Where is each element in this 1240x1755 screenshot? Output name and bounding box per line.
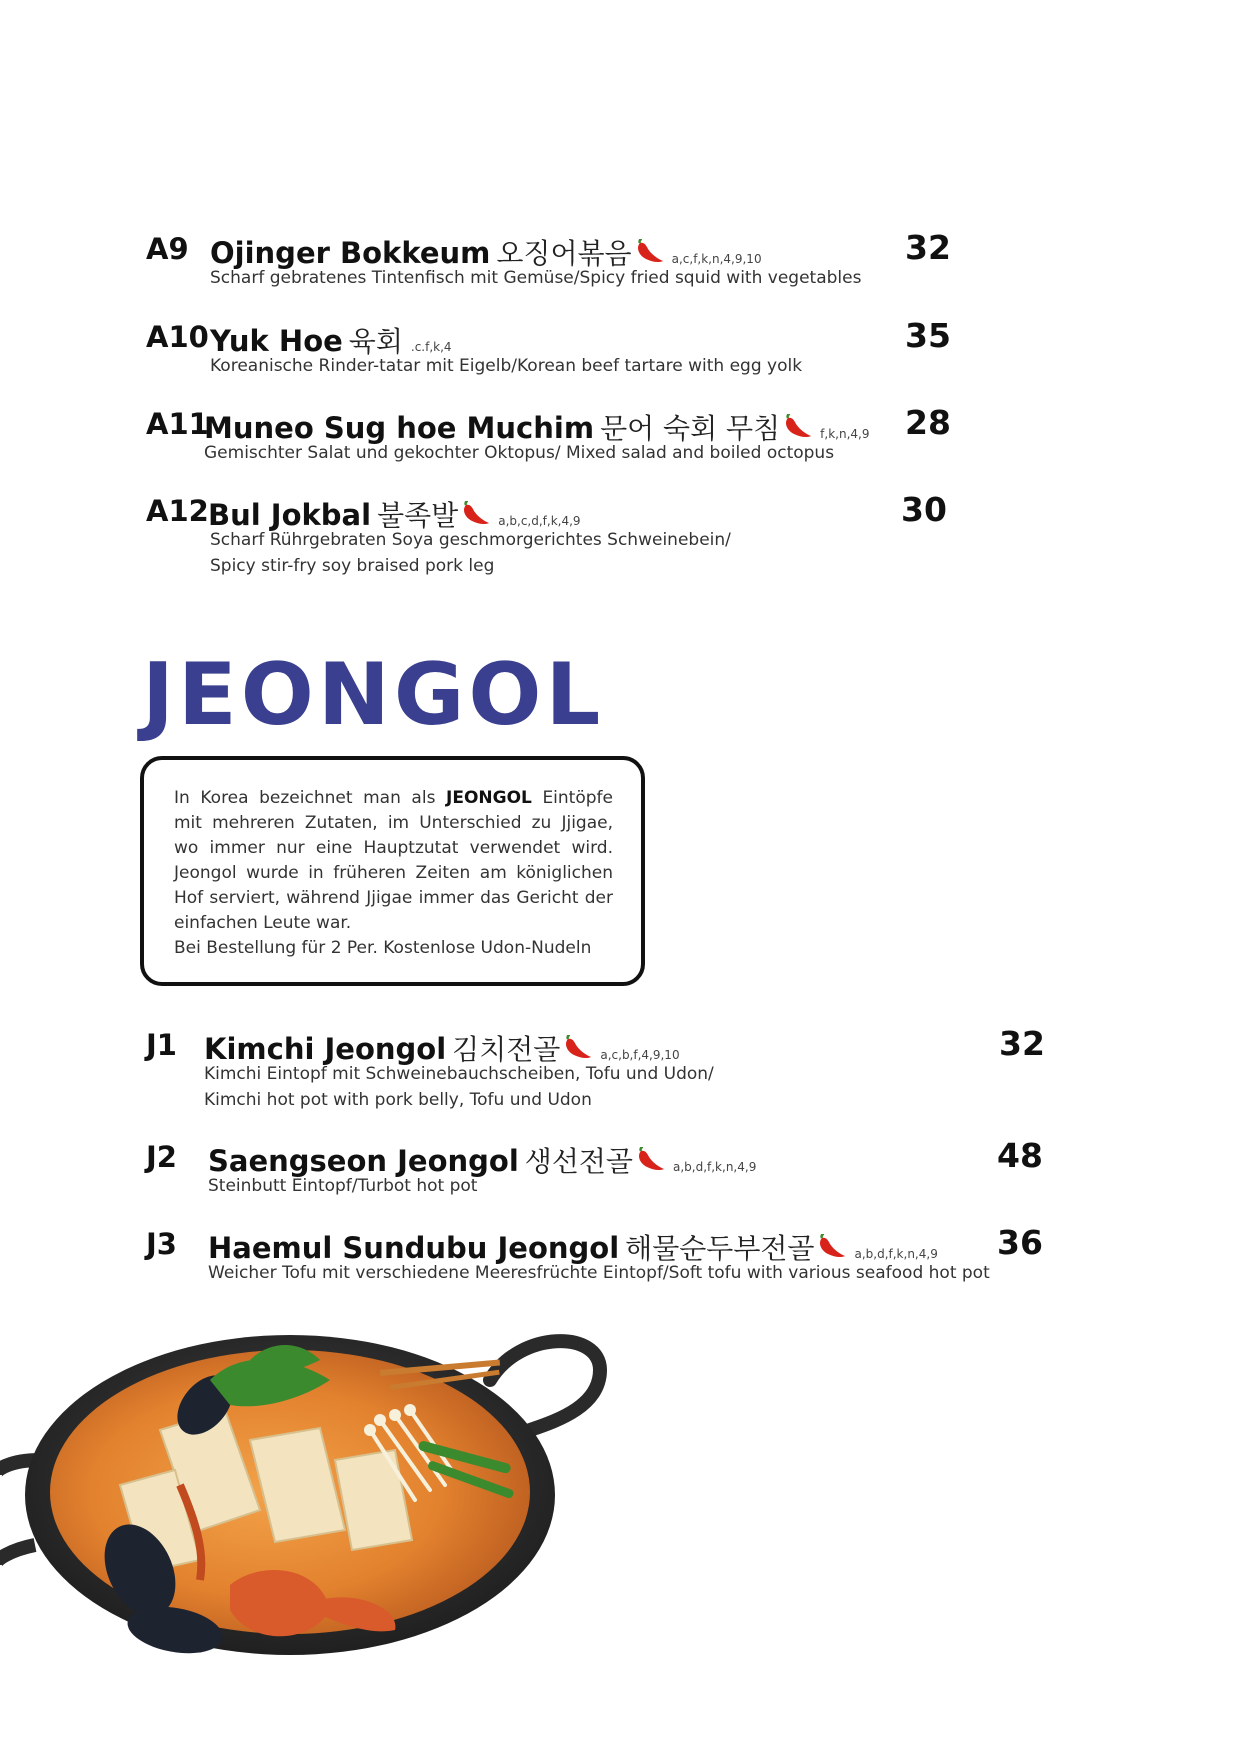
- item-allergens: a,b,d,f,k,n,4,9: [672, 1160, 757, 1174]
- item-name: Bul Jokbal: [208, 498, 372, 532]
- item-description-line: Kimchi hot pot with pork belly, Tofu und Udon: [204, 1090, 592, 1110]
- item-description: [204, 1061, 714, 1113]
- item-description: [210, 265, 861, 291]
- info-body: Eintöpfe mit mehreren Zutaten, im Unterschied zu Jjigae, wo immer nur eine Hauptzutat verwendet wird. Jeongol wurde in früheren Zeiten am königlichen Hof serviert, während Jjigae immer das Gericht der einfachen Leute war.: [174, 788, 613, 933]
- item-allergens: a,b,d,f,k,n,4,9: [854, 1247, 938, 1261]
- item-code: A12: [146, 494, 209, 528]
- item-description: [204, 440, 834, 466]
- item-name: Ojinger Bokkeum: [210, 236, 491, 270]
- item-korean-name: 오징어볶음: [496, 237, 632, 270]
- item-price: 30: [901, 490, 947, 529]
- item-code: A10: [146, 320, 209, 354]
- item-description-line: Spicy stir-fry soy braised pork leg: [210, 556, 495, 576]
- item-allergens: a,c,b,f,4,9,10: [600, 1048, 680, 1062]
- item-code: J3: [146, 1227, 177, 1261]
- menu-item-a11: [146, 403, 966, 467]
- section-title: JEONGOL: [142, 645, 605, 745]
- item-description-line: Gemischter Salat und gekochter Oktopus/ Mixed salad and boiled octopus: [204, 443, 835, 463]
- item-name: Kimchi Jeongol: [204, 1032, 447, 1066]
- item-name: Saengseon Jeongol: [208, 1144, 519, 1178]
- item-description: [210, 353, 802, 379]
- item-description: [210, 527, 731, 579]
- item-price: 48: [997, 1136, 1043, 1175]
- info-intro: In Korea bezeichnet man als: [174, 788, 446, 808]
- hot-pot-dish-image: [0, 1310, 620, 1710]
- item-name: Haemul Sundubu Jeongol: [208, 1231, 620, 1265]
- item-description-line: Scharf Rührgebraten Soya geschmorgerichtes Schweinebein/: [210, 530, 731, 550]
- info-text: [174, 786, 613, 936]
- menu-item-j1: [146, 1024, 1066, 1118]
- item-allergens: a,b,c,d,f,k,4,9: [498, 514, 581, 528]
- item-korean-name: 생선전골: [524, 1145, 633, 1178]
- item-allergens: f,k,n,4,9: [820, 427, 870, 441]
- menu-item-a9: [146, 228, 966, 292]
- info-udon-note: Bei Bestellung für 2 Per. Kostenlose Udon-Nudeln: [174, 938, 592, 958]
- item-korean-name: 육회: [348, 325, 403, 358]
- item-description-line: Kimchi Eintopf mit Schweinebauchscheiben, Tofu und Udon/: [204, 1064, 714, 1084]
- item-price: 35: [905, 316, 951, 355]
- item-price: 36: [997, 1223, 1043, 1262]
- item-code: A9: [146, 232, 189, 266]
- item-price: 28: [905, 403, 951, 442]
- item-price: 32: [905, 228, 951, 267]
- item-description-line: Koreanische Rinder-tatar mit Eigelb/Korean beef tartare with egg yolk: [210, 356, 803, 376]
- item-allergens: a,c,f,k,n,4,9,10: [671, 252, 762, 266]
- info-bold-term: JEONGOL: [446, 788, 532, 808]
- item-description: [208, 1173, 477, 1199]
- menu-item-a12: [146, 490, 966, 584]
- item-description-line: Scharf gebratenes Tintenfisch mit Gemüse/Spicy fried squid with vegetables: [210, 268, 862, 288]
- menu-item-j2: [146, 1136, 1066, 1200]
- item-price: 32: [999, 1024, 1045, 1063]
- item-korean-name: 김치전골: [452, 1033, 561, 1066]
- item-korean-name: 해물순두부전골: [625, 1232, 815, 1265]
- item-korean-name: 문어 숙회 무침: [600, 412, 781, 445]
- item-description-line: Steinbutt Eintopf/Turbot hot pot: [208, 1176, 478, 1196]
- info-box: [140, 756, 645, 986]
- item-description-line: Weicher Tofu mit verschiedene Meeresfrüchte Eintopf/Soft tofu with various seafood hot pot: [208, 1263, 990, 1283]
- item-code: J1: [146, 1028, 177, 1062]
- menu-item-a10: [146, 316, 966, 380]
- item-name: Yuk Hoe: [210, 324, 343, 358]
- item-description: [208, 1260, 990, 1286]
- item-code: A11: [146, 407, 209, 441]
- chili-pepper-icon: [635, 1147, 665, 1177]
- item-allergens: .c.f,k,4: [410, 340, 452, 354]
- item-code: J2: [146, 1140, 177, 1174]
- item-name: Muneo Sug hoe Muchim: [204, 411, 595, 445]
- menu-item-j3: [146, 1223, 1146, 1287]
- item-korean-name: 불족발: [377, 499, 459, 532]
